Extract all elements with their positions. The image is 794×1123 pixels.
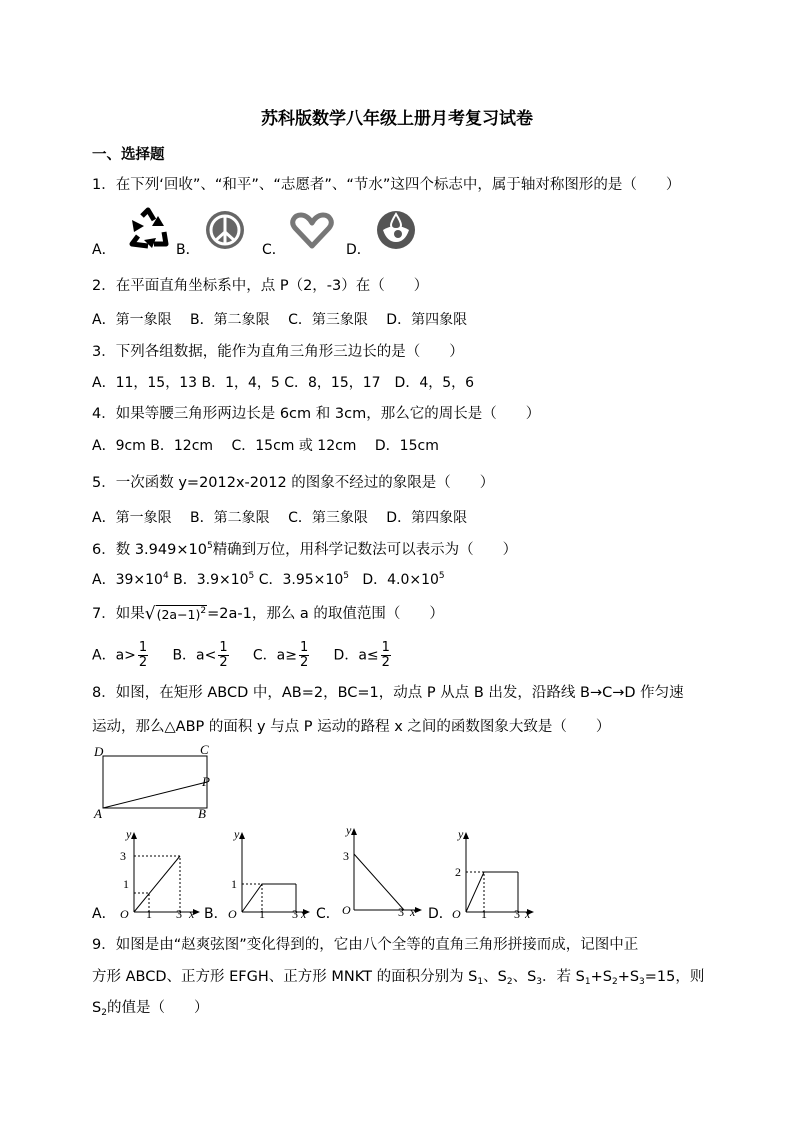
sqrt-expression: $√(2a-1)^2$ bbox=[144, 604, 207, 624]
graph-b bbox=[222, 826, 312, 920]
question-6-options bbox=[92, 569, 445, 589]
q6-option-c: C．$3.95\times 10^5$ bbox=[258, 571, 349, 588]
q8-option-c-label: C． bbox=[316, 906, 340, 922]
question-7-options: A．a> $\frac{1}{2}$ B．a< $\frac{1}{2}$ C．a≥ $\frac{1}{2}$ D．a≤ $\frac{1}{2}$ bbox=[92, 640, 390, 670]
question-9-line-2: 方形 ABCD、正方形 EFGH、正方形 MNKT 的面积分别为 $S_1$、$S_2$、$S_3$．若 $S_1+S_2+S_3=15$，则 bbox=[92, 969, 705, 987]
svg-text:y: y bbox=[234, 827, 240, 841]
svg-text:y: y bbox=[126, 827, 132, 841]
svg-text:1: 1 bbox=[481, 907, 487, 920]
svg-text:1: 1 bbox=[259, 907, 265, 920]
graph-c bbox=[334, 820, 424, 920]
q1-option-c-label: C． bbox=[262, 242, 286, 258]
question-6-stem: 6．数 $3.949\times 10^5$精确到万位，用科学记数法可以表示为（ ） bbox=[92, 541, 518, 558]
svg-text:3: 3 bbox=[176, 907, 182, 920]
question-5-stem: 5．一次函数 y=2012x-2012 的图象不经过的象限是（ ） bbox=[92, 475, 495, 491]
q6-option-a: A．$39\times 10^4$ bbox=[92, 571, 169, 588]
svg-text:x: x bbox=[525, 907, 531, 920]
question-3-stem: 3．下列各组数据，能作为直角三角形三边长的是（ ） bbox=[92, 344, 464, 360]
question-8-line-1: 8．如图，在矩形 ABCD 中，AB=2，BC=1，动点 P 从点 B 出发，沿路线 B→C→D 作匀速 bbox=[92, 685, 684, 701]
svg-text:1: 1 bbox=[231, 877, 237, 891]
peace-icon bbox=[205, 210, 245, 250]
label-d: D bbox=[94, 744, 104, 759]
svg-text:O: O bbox=[342, 903, 351, 917]
label-p: P bbox=[202, 774, 210, 789]
rectangle-figure bbox=[90, 742, 220, 822]
label-a: A bbox=[94, 806, 102, 821]
svg-text:O: O bbox=[228, 907, 237, 920]
question-8-line-2: 运动，那么△ABP 的面积 y 与点 P 运动的路程 x 之间的函数图象大致是（ ） bbox=[92, 719, 611, 735]
svg-text:x: x bbox=[410, 905, 416, 919]
question-3-options: A．11，15，13 B．1，4，5 C．8，15，17 D．4，5，6 bbox=[92, 375, 475, 391]
question-7-stem: 7．如果$√(2a-1)^2=2a-1$，那么 a 的取值范围（ ） bbox=[92, 604, 444, 624]
svg-text:y: y bbox=[458, 827, 464, 841]
question-1-stem: 1．在下列‘回收”、“和平”、“志愿者”、“节水”这四个标志中，属于轴对称图形的是（ ） bbox=[92, 177, 681, 193]
label-b: B bbox=[198, 806, 206, 821]
question-2-options: A．第一象限 B．第二象限 C．第三象限 D．第四象限 bbox=[92, 312, 468, 328]
question-4-options: A．9cm B．12cm C．15cm 或 12cm D．15cm bbox=[92, 438, 439, 454]
graph-d bbox=[446, 826, 536, 920]
q8-option-d-label: D． bbox=[428, 906, 453, 922]
question-4-stem: 4．如果等腰三角形两边长是 6cm 和 3cm，那么它的周长是（ ） bbox=[92, 406, 541, 422]
svg-text:O: O bbox=[120, 907, 129, 920]
graph-a bbox=[112, 826, 202, 920]
question-5-options: A．第一象限 B．第二象限 C．第三象限 D．第四象限 bbox=[92, 510, 468, 526]
svg-text:1: 1 bbox=[123, 877, 129, 891]
q1-option-b-label: B． bbox=[176, 242, 200, 258]
water-drop-icon bbox=[375, 210, 417, 250]
svg-text:O: O bbox=[452, 907, 461, 920]
section-heading: 一、选择题 bbox=[92, 147, 165, 163]
q1-option-d-label: D． bbox=[346, 242, 371, 258]
q8-option-a-label: A． bbox=[92, 906, 116, 922]
q6-option-d: D．$4.0\times 10^5$ bbox=[362, 571, 445, 588]
q8-option-b-label: B． bbox=[204, 906, 228, 922]
page-title: 苏科版数学八年级上册月考复习试卷 bbox=[261, 109, 533, 129]
question-2-stem: 2．在平面直角坐标系中，点 P（2，-3）在（ ） bbox=[92, 278, 429, 294]
q1-option-a-label: A． bbox=[92, 242, 116, 258]
label-c: C bbox=[200, 742, 209, 757]
question-9-line-3: $S_2$的值是（ ） bbox=[92, 1000, 209, 1018]
question-9-line-1: 9．如图是由“赵爽弦图”变化得到的，它由八个全等的直角三角形拼接而成，记图中正 bbox=[92, 937, 639, 953]
svg-text:1: 1 bbox=[146, 907, 152, 920]
svg-text:x: x bbox=[301, 907, 307, 920]
svg-text:3: 3 bbox=[120, 849, 126, 863]
svg-text:2: 2 bbox=[455, 865, 461, 879]
recycle-icon bbox=[124, 206, 172, 250]
heart-icon bbox=[290, 212, 334, 250]
svg-text:3: 3 bbox=[514, 907, 520, 920]
svg-text:3: 3 bbox=[398, 905, 404, 919]
q6-option-b: B．$3.9\times 10^5$ bbox=[173, 571, 255, 588]
svg-text:3: 3 bbox=[292, 907, 298, 920]
svg-text:y: y bbox=[346, 823, 352, 837]
svg-text:3: 3 bbox=[343, 849, 349, 863]
svg-text:x: x bbox=[189, 907, 195, 920]
